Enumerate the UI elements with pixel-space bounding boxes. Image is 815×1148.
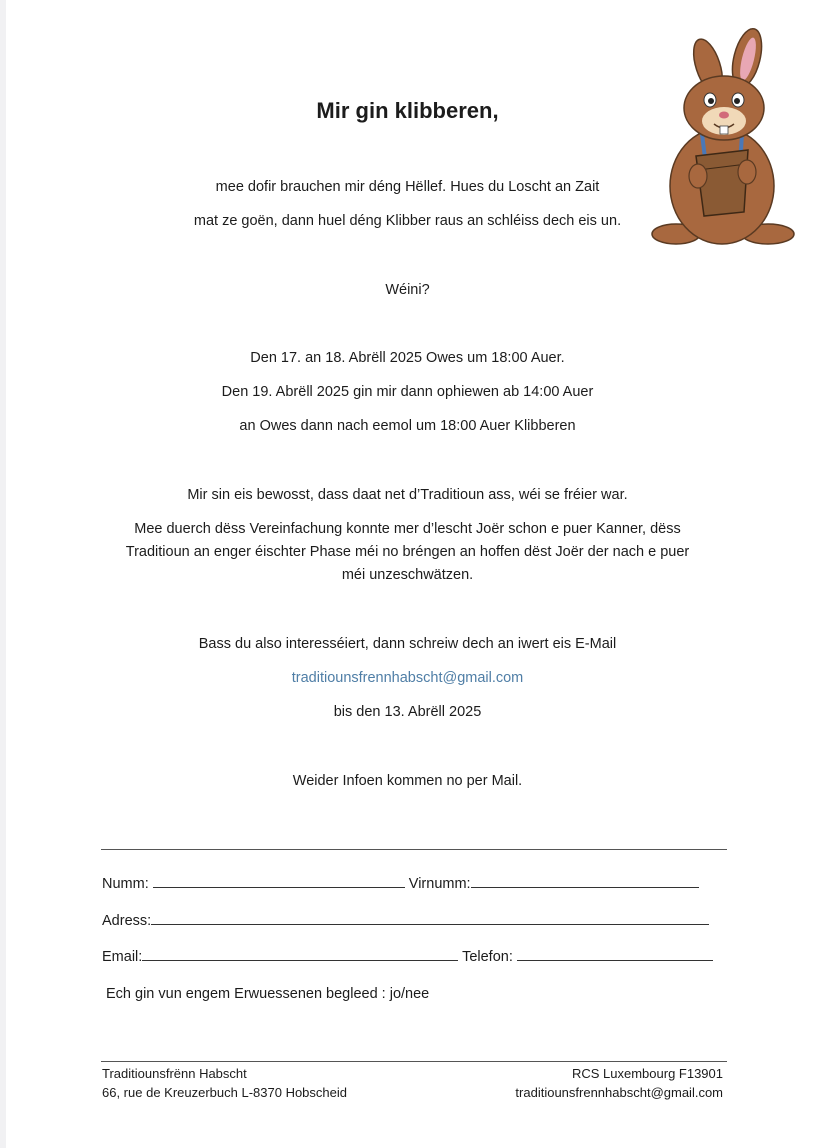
when-heading: Wéini? bbox=[385, 282, 430, 298]
date-line-3: an Owes dann nach eemol um 18:00 Auer Klibberen bbox=[239, 418, 576, 434]
more-info: Weider Infoen kommen no per Mail. bbox=[292, 773, 523, 789]
address-label: Adress: bbox=[102, 913, 152, 929]
footer-email: traditiounsfrennhabscht@gmail.com bbox=[515, 1085, 723, 1100]
footer-divider bbox=[101, 1061, 727, 1062]
intro-line-2: mat ze goën, dann huel déng Klibber raus an schléiss dech eis un. bbox=[193, 213, 622, 229]
email-field[interactable] bbox=[142, 948, 458, 961]
flyer-title: Mir gin klibberen, bbox=[316, 98, 499, 123]
contact-deadline: bis den 13. Abrëll 2025 bbox=[333, 704, 482, 720]
footer-address: 66, rue de Kreuzerbuch L-8370 Hobscheid bbox=[102, 1085, 347, 1100]
accompanied-line: Ech gin vun engem Erwuessenen begleed : jo/nee bbox=[106, 986, 430, 1002]
date-line-1: Den 17. an 18. Abrëll 2025 Owes um 18:00 Auer. bbox=[250, 350, 565, 366]
phone-field[interactable] bbox=[517, 948, 713, 961]
footer-rcs: RCS Luxembourg F13901 bbox=[571, 1066, 723, 1081]
phone-label: Telefon: bbox=[462, 949, 513, 965]
footer-org: Traditiounsfrënn Habscht bbox=[102, 1066, 247, 1081]
name-field[interactable] bbox=[153, 875, 405, 888]
form-row-name bbox=[102, 875, 699, 893]
date-line-2: Den 19. Abrëll 2025 gin mir dann ophiewen ab 14:00 Auer bbox=[221, 384, 594, 400]
firstname-label: Virnumm: bbox=[408, 876, 471, 892]
tradition-line-1: Mir sin eis bewosst, dass daat net d’Traditioun ass, wéi se fréier war. bbox=[187, 487, 628, 503]
intro-line-1: mee dofir brauchen mir déng Hëllef. Hues du Loscht an Zait bbox=[215, 179, 600, 195]
firstname-field[interactable] bbox=[471, 875, 699, 888]
name-label: Numm: bbox=[102, 876, 149, 892]
address-field[interactable] bbox=[151, 912, 709, 925]
tradition-line-3: Traditioun an enger éischter Phase méi no bréngen an hoffen dëst Joër der nach e puer bbox=[125, 544, 690, 560]
form-row-email bbox=[102, 948, 713, 966]
contact-email-link[interactable]: traditiounsfrennhabscht@gmail.com bbox=[291, 670, 524, 686]
tradition-line-2: Mee duerch dëss Vereinfachung konnte mer d’lescht Joër schon e puer Kanner, dëss bbox=[134, 521, 681, 537]
contact-intro: Bass du also interesséiert, dann schreiw dech an iwert eis E-Mail bbox=[198, 636, 617, 652]
form-row-address bbox=[102, 912, 709, 930]
tradition-line-4: méi unzeschwätzen. bbox=[341, 567, 474, 583]
email-label: Email: bbox=[102, 949, 143, 965]
form-divider bbox=[101, 849, 727, 850]
